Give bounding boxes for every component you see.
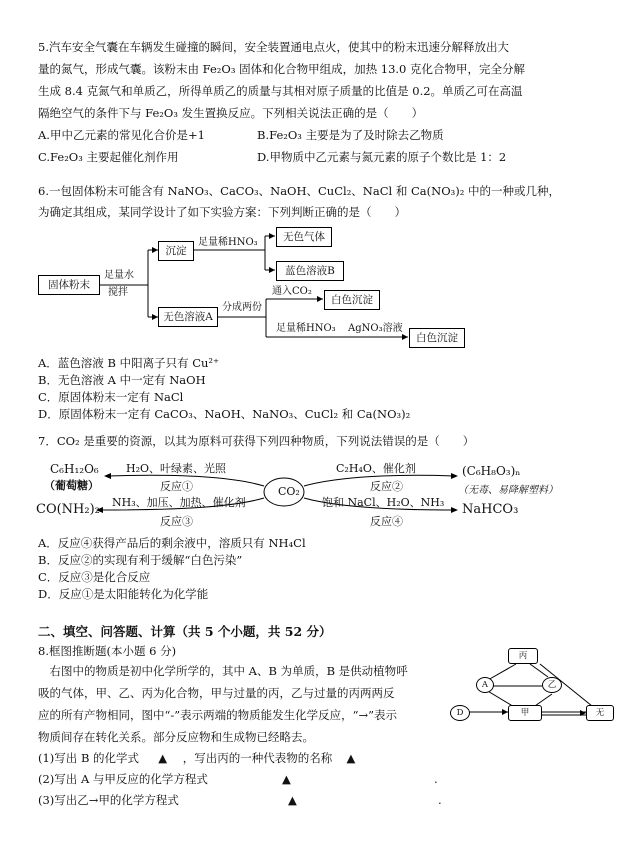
q7-r4-conditions: 饱和 NaCl、H₂O、NH₃ bbox=[322, 496, 445, 509]
q8-node-jia: 甲 bbox=[508, 705, 542, 721]
q8-line-1: 右图中的物质是初中化学所学的，其中 A、B 为单质，B 是供动植物呼 bbox=[38, 664, 408, 678]
q8-title: 8.框图推断题(本小题 6 分) bbox=[38, 644, 177, 658]
q7-r1-label: 反应① bbox=[160, 480, 193, 493]
q7-glucose-formula: C₆H₁₂O₆ bbox=[50, 462, 99, 476]
q6-solution-a-box: 无色溶液A bbox=[158, 307, 218, 327]
q8-q1-tail: ，写出丙的一种代表物的名称 bbox=[182, 751, 333, 765]
q6-line-1: 6.一包固体粉末可能含有 NaNO₃、CaCO₃、NaOH、CuCl₂、NaCl 和 Ca(NO₃)₂ 中的一种或几种， bbox=[38, 184, 561, 198]
q7-nahco3-formula: NaHCO₃ bbox=[462, 502, 519, 517]
q5-option-a: A.甲中乙元素的常见化合价是+1 bbox=[38, 128, 205, 142]
q7-urea-formula: CO(NH₂)₂ bbox=[36, 502, 100, 517]
q6-acid-label-2: 足量稀HNO₃ bbox=[276, 323, 336, 334]
q6-stir-label: 搅拌 bbox=[108, 287, 128, 298]
q6-co2-label: 通入CO₂ bbox=[272, 286, 312, 297]
q7-option-b: B．反应②的实现有利于缓解“白色污染” bbox=[38, 553, 243, 567]
q5-option-b: B.Fe₂O₃ 主要是为了及时除去乙物质 bbox=[257, 128, 444, 142]
q8-node-bing: 丙 bbox=[508, 648, 538, 664]
q8-q3-end: . bbox=[438, 793, 442, 807]
q8-line-4: 物质间存在转化关系。部分反应物和生成物已经略去。 bbox=[38, 730, 314, 744]
q7-r3-label: 反应③ bbox=[160, 515, 193, 528]
q5-line-3: 生成 8.4 克氮气和单质乙，所得单质乙的质量与其相对原子质量的比值是 0.2。单质乙可在高温 bbox=[38, 84, 523, 98]
q6-agno3-label: AgNO₃溶液 bbox=[348, 323, 403, 334]
q5-line-2: 量的氮气，形成气囊。该粉末由 Fe₂O₃ 固体和化合物甲组成，加热 13.0 克化合物甲，完全分解 bbox=[38, 62, 526, 76]
q7-r2-label: 反应② bbox=[370, 480, 403, 493]
q8-line-3: 应的所有产物相同，图中“-”表示两端的物质能发生化学反应，“→”表示 bbox=[38, 708, 398, 722]
q6-split-label: 分成两份 bbox=[222, 302, 262, 313]
q6-option-b: B．无色溶液 A 中一定有 NaOH bbox=[38, 373, 206, 387]
section-2-heading: 二、填空、问答题、计算（共 5 个小题，共 52 分） bbox=[38, 624, 332, 639]
q6-option-a: A．蓝色溶液 B 中阳离子只有 Cu²⁺ bbox=[38, 356, 220, 370]
q6-precipitate-box: 沉淀 bbox=[158, 241, 194, 261]
q8-q3-text: (3)写出乙→甲的化学方程式 bbox=[38, 793, 179, 807]
q8-q2-answer-blank[interactable]: ▲ bbox=[282, 772, 291, 786]
q6-acid-label: 足量稀HNO₃ bbox=[198, 237, 258, 248]
q7-r1-conditions: H₂O、叶绿素、光照 bbox=[126, 462, 227, 475]
q8-q1-text: (1)写出 B 的化学式 bbox=[38, 751, 140, 765]
q8-q1-answer-blank-2[interactable]: ▲ bbox=[346, 751, 356, 765]
q5-line-4: 隔绝空气的条件下与 Fe₂O₃ 发生置换反应。下列相关说法正确的是（ ） bbox=[38, 106, 424, 120]
q7-stem: 7．CO₂ 是重要的资源，以其为原料可获得下列四种物质，下列说法错误的是（ ） bbox=[38, 434, 475, 448]
q6-line-2: 为确定其组成，某同学设计了如下实验方案：下列判断正确的是（ ） bbox=[38, 205, 406, 219]
q6-option-d: D．原固体粉末一定有 CaCO₃、NaOH、NaNO₃、CuCl₂ 和 Ca(NO₃)₂ bbox=[38, 407, 411, 421]
q8-line-2: 吸的气体，甲、乙、丙为化合物，甲与过量的丙，乙与过量的丙两两反 bbox=[38, 686, 395, 700]
q7-option-c: C．反应③是化合反应 bbox=[38, 570, 151, 584]
q8-q1-answer-blank[interactable]: ▲ bbox=[158, 751, 168, 765]
q6-white-precipitate-2: 白色沉淀 bbox=[409, 328, 465, 348]
q8-q3-answer-blank[interactable]: ▲ bbox=[288, 793, 297, 807]
q7-r3-conditions: NH₃、加压、加热、催化剂 bbox=[112, 496, 246, 509]
q7-plastic-formula: (C₆H₈O₃)ₙ bbox=[462, 464, 521, 478]
q6-white-precipitate-1: 白色沉淀 bbox=[324, 290, 380, 310]
q6-option-c: C．原固体粉末一定有 NaCl bbox=[38, 390, 184, 404]
q8-q2-end: . bbox=[434, 772, 438, 786]
q6-water-label: 足量水 bbox=[104, 270, 134, 281]
q7-plastic-name: （无毒、易降解塑料） bbox=[458, 485, 558, 496]
q5-option-c: C.Fe₂O₃ 主要起催化剂作用 bbox=[38, 150, 179, 164]
q6-gas-box: 无色气体 bbox=[276, 227, 332, 247]
q5-option-d: D.甲物质中乙元素与氮元素的原子个数比是 1：2 bbox=[257, 150, 507, 164]
q5-line-1: 5.汽车安全气囊在车辆发生碰撞的瞬间，安全装置通电点火，使其中的粉末迅速分解释放出大 bbox=[38, 40, 509, 54]
q7-glucose-name: （葡萄糖） bbox=[44, 479, 99, 492]
q7-option-d: D．反应①是太阳能转化为化学能 bbox=[38, 587, 209, 601]
q6-blue-solution-box: 蓝色溶液B bbox=[276, 261, 344, 281]
q8-node-yi: 乙 bbox=[542, 677, 562, 693]
q6-start-box: 固体粉末 bbox=[38, 275, 100, 295]
q8-node-d: D bbox=[450, 705, 470, 721]
q7-r4-label: 反应④ bbox=[370, 515, 403, 528]
q7-center-co2: CO₂ bbox=[278, 485, 300, 498]
q8-q2-text: (2)写出 A 与甲反应的化学方程式 bbox=[38, 772, 208, 786]
q7-option-a: A．反应④获得产品后的剩余液中，溶质只有 NH₄Cl bbox=[38, 536, 306, 550]
q7-r2-conditions: C₂H₄O、催化剂 bbox=[336, 462, 416, 475]
q8-node-right: 无 bbox=[586, 705, 614, 721]
q8-node-a: A bbox=[476, 677, 494, 693]
